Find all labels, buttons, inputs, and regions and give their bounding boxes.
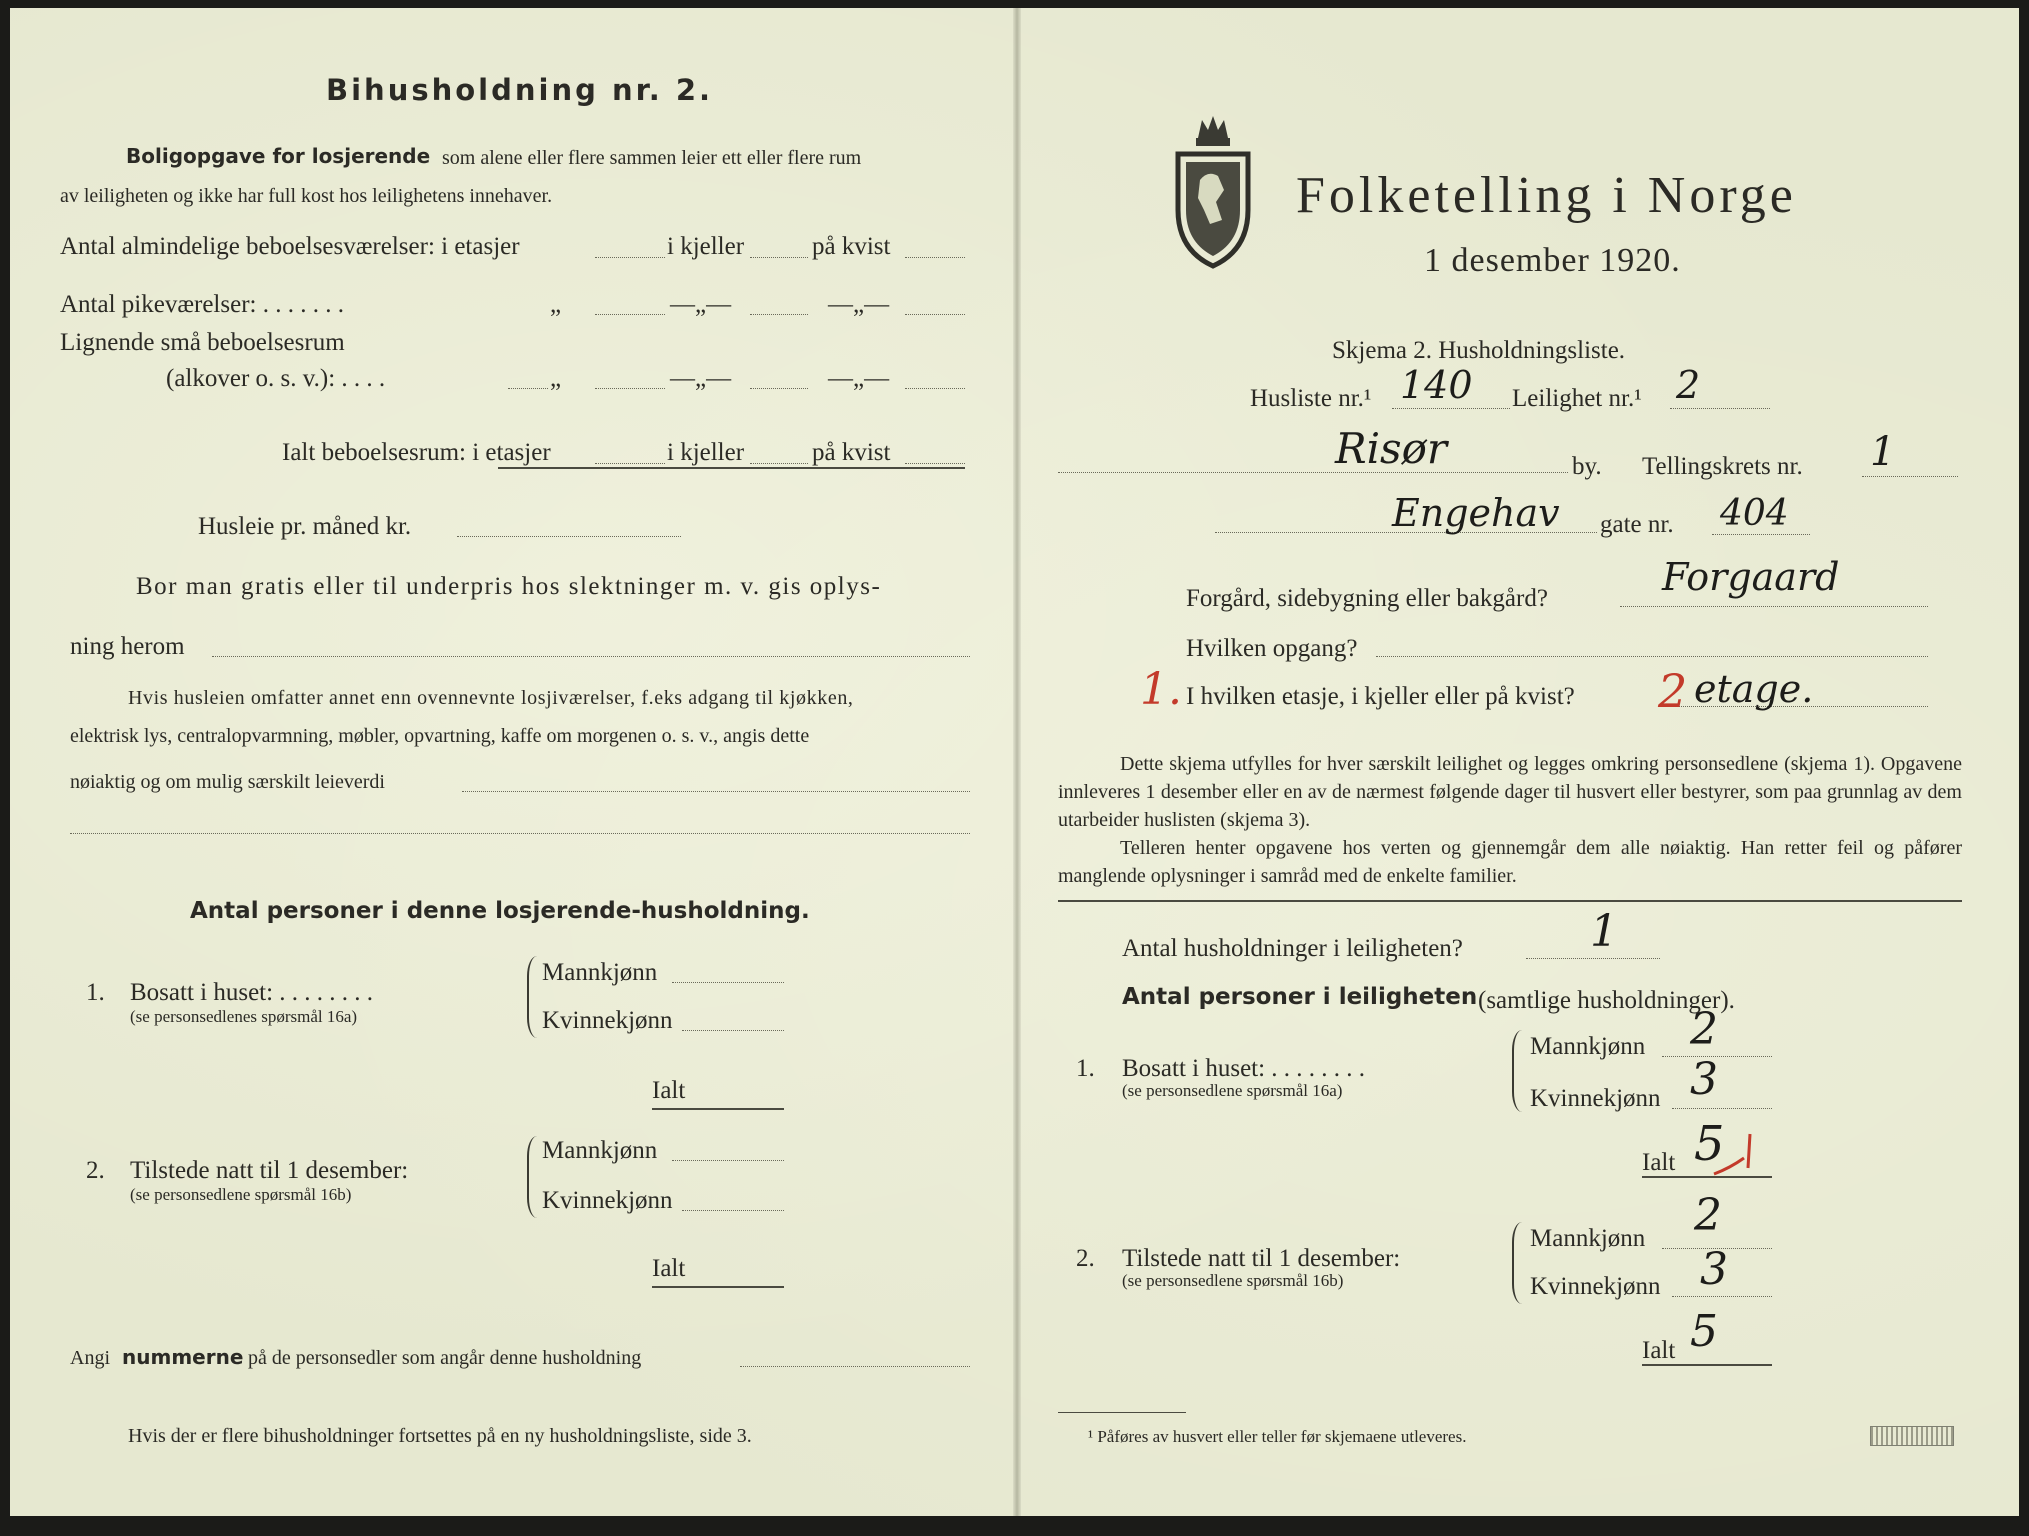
angi-bold: nummerne (122, 1345, 244, 1369)
r-q1-ialt-label: Ialt (1642, 1149, 1676, 1176)
l-q2-sub: (se personsedlene spørsmål 16b) (130, 1185, 352, 1204)
r-q1-ialt-value: 5 (1694, 1116, 1725, 1172)
printer-stamp (1870, 1426, 1954, 1446)
alkover-ditto-3: —„— (828, 365, 890, 392)
census-date: 1 desember 1920. (1424, 242, 1681, 279)
opgang-label: Hvilken opgang? (1186, 635, 1358, 662)
leilighet-field[interactable] (1670, 408, 1770, 409)
rooms-kjeller-label: i kjeller (667, 233, 745, 260)
r-q2-ialt-label: Ialt (1642, 1337, 1676, 1364)
r-q2-num: 2. (1076, 1245, 1095, 1272)
r-q1-brace (1512, 1030, 1524, 1112)
ialt-etasjer-field[interactable] (595, 463, 665, 464)
l-q1-ialt-label: Ialt (652, 1077, 686, 1104)
r-q1-mann-label: Mannkjønn (1530, 1033, 1646, 1060)
persons-heading: Antal personer i denne losjerende-husholdning. (190, 898, 810, 924)
center-fold (1013, 8, 1021, 1516)
dette-paragraph: Dette skjema utfylles for hver særskilt leilighet og legges omkring personsedlene (skjema 1). Opgavene innleveres 1 desember eller en av de nærmest følgende dager til husvert eller bestyrer, som paa grunnlag av dem utarbeider huslisten (skjema 3). (1058, 753, 1962, 831)
r-q2-brace (1512, 1222, 1524, 1304)
r-q2-kvinne-field[interactable] (1672, 1296, 1772, 1297)
husliste-field[interactable] (1392, 408, 1510, 409)
telleren-paragraph: Telleren henter opgavene hos verten og gjennemgår dem alle nøiaktig. Han retter feil og påfører manglende oplysninger i samråd med de enkelte familier. (1058, 837, 1962, 887)
r-q1-kvinne-value: 3 (1690, 1054, 1718, 1105)
alkover-kvist-field[interactable] (905, 388, 965, 389)
alkover-etasjer-field[interactable] (595, 388, 665, 389)
antal-hush-field[interactable] (1526, 958, 1660, 959)
gate-value: Engehav (1392, 491, 1560, 535)
alkover-ditto-2: —„— (670, 365, 732, 392)
pike-kjeller-field[interactable] (750, 314, 808, 315)
intro-line2: av leiligheten og ikke har full kost hos leilighetens innehaver. (60, 185, 553, 207)
l-q1-label: Bosatt i huset: . . . . . . . . (130, 979, 374, 1006)
rooms-kjeller-field[interactable] (750, 257, 808, 258)
r-q1-mann-value: 2 (1690, 1004, 1718, 1055)
opgang-field[interactable] (1376, 656, 1928, 657)
l-q1-num: 1. (86, 979, 105, 1006)
hvis-line2: elektrisk lys, centralopvarmning, møbler, opvartning, kaffe om morgenen o. s. v., angis dette (70, 725, 810, 747)
forgard-value: Forgaard (1662, 555, 1840, 599)
etasje-value-red: 2 (1658, 664, 1688, 718)
gratis-line2: ning herom (70, 633, 185, 660)
etasje-mark: 1. (1140, 664, 1182, 715)
footnote: ¹ Påføres av husvert eller teller før skjemaene utleveres. (1088, 1427, 1467, 1446)
r-q2-ialt-value: 5 (1690, 1306, 1718, 1357)
husliste-value: 140 (1400, 363, 1473, 407)
gate-nr-field[interactable] (1712, 534, 1810, 535)
r-q2-sub: (se personsedlene spørsmål 16b) (1122, 1271, 1344, 1290)
alkover-kjeller-field[interactable] (750, 388, 808, 389)
angi-pre: Angi (70, 1347, 110, 1369)
coat-of-arms-icon (1168, 110, 1258, 270)
leieverdi-field-2[interactable] (70, 833, 970, 834)
l-q1-kvinne-field[interactable] (682, 1030, 784, 1031)
skjema-label: Skjema 2. Husholdningsliste. (1332, 337, 1626, 364)
l-q2-mann-label: Mannkjønn (542, 1137, 658, 1164)
husleie-label: Husleie pr. måned kr. (198, 513, 412, 540)
l-q2-ialt-field[interactable] (652, 1286, 784, 1288)
r-q2-ialt-field[interactable] (1642, 1364, 1772, 1366)
gratis-line1: Bor man gratis eller til underpris hos slektninger m. v. gis oplys- (136, 573, 882, 600)
hvis-line1: Hvis husleien omfatter annet enn ovennevnte losjiværelser, f.eks adgang til kjøkken, (128, 687, 854, 709)
forgard-label: Forgård, sidebygning eller bakgård? (1186, 585, 1548, 612)
pike-ditto-2: —„— (670, 291, 732, 318)
pike-etasjer-field[interactable] (595, 314, 665, 315)
pike-kvist-field[interactable] (905, 314, 965, 315)
rooms-etasjer-field[interactable] (595, 257, 665, 258)
ialt-kvist-label: på kvist (812, 439, 891, 466)
left-footer: Hvis der er flere bihusholdninger fortsettes på en ny husholdningsliste, side 3. (128, 1425, 752, 1447)
gate-nr-value: 404 (1720, 493, 1789, 534)
antal-hush-value: 1 (1590, 906, 1618, 957)
right-title: Folketelling i Norge (1296, 167, 1797, 224)
left-title: Bihusholdning nr. 2. (326, 73, 714, 107)
l-q1-ialt-field[interactable] (652, 1108, 784, 1110)
l-q2-kvinne-label: Kvinnekjønn (542, 1187, 673, 1214)
antal-pers-rest: (samtlige husholdninger). (1478, 987, 1735, 1014)
ialt-kjeller-label: i kjeller (667, 439, 745, 466)
l-q2-ialt-label: Ialt (652, 1255, 686, 1282)
r-q2-mann-value: 2 (1694, 1190, 1722, 1241)
r-q1-kvinne-label: Kvinnekjønn (1530, 1085, 1661, 1112)
r-q2-kvinne-label: Kvinnekjønn (1530, 1273, 1661, 1300)
l-q2-brace (527, 1136, 539, 1218)
husleie-field[interactable] (457, 536, 681, 537)
l-q2-kvinne-field[interactable] (682, 1210, 784, 1211)
husliste-label: Husliste nr.¹ (1250, 385, 1372, 412)
census-form-sheet (10, 8, 2019, 1516)
gratis-field[interactable] (212, 656, 970, 657)
r-q1-sub: (se personsedlene spørsmål 16a) (1122, 1081, 1343, 1100)
l-q2-label: Tilstede natt til 1 desember: (130, 1157, 409, 1184)
r-q2-label: Tilstede natt til 1 desember: (1122, 1245, 1401, 1272)
red-check-mark (1710, 1128, 1770, 1178)
l-q1-mann-label: Mannkjønn (542, 959, 658, 986)
leilighet-label: Leilighet nr.¹ (1512, 385, 1642, 412)
by-label: by. (1572, 453, 1602, 480)
ialt-kvist-field[interactable] (905, 463, 965, 464)
r-q1-num: 1. (1076, 1055, 1095, 1082)
lignende-label: Lignende små beboelsesrum (60, 329, 345, 356)
l-q1-sub: (se personsedlenes spørsmål 16a) (130, 1007, 358, 1026)
tellingskrets-value: 1 (1870, 429, 1896, 475)
rooms-label: Antal almindelige beboelsesværelser: i etasjer (60, 233, 520, 260)
leilighet-value: 2 (1676, 363, 1701, 407)
antal-hush-label: Antal husholdninger i leiligheten? (1122, 935, 1463, 962)
l-q1-kvinne-label: Kvinnekjønn (542, 1007, 673, 1034)
intro-rest: som alene eller flere sammen leier ett eller flere rum (442, 147, 862, 169)
alkover-label: (alkover o. s. v.): . . . . (166, 365, 386, 392)
alkover-lead-field[interactable] (508, 388, 548, 389)
l-q1-brace (527, 956, 539, 1038)
r-q2-kvinne-value: 3 (1700, 1244, 1728, 1295)
r-q1-label: Bosatt i huset: . . . . . . . . (1122, 1055, 1366, 1082)
hvis-line3: nøiaktig og om mulig særskilt leieverdi (70, 771, 385, 793)
ialt-underline (498, 467, 965, 469)
rooms-kvist-label: på kvist (812, 233, 891, 260)
by-field[interactable] (1058, 472, 1568, 473)
gate-label: gate nr. (1600, 511, 1674, 538)
r-q2-mann-label: Mannkjønn (1530, 1225, 1646, 1252)
l-q2-mann-field[interactable] (672, 1160, 784, 1161)
antal-pers-bold: Antal personer i leiligheten (1122, 984, 1478, 1010)
pike-ditto-3: —„— (828, 291, 890, 318)
ialt-kjeller-field[interactable] (750, 463, 808, 464)
pike-label: Antal pikeværelser: . . . . . . . (60, 291, 344, 318)
forgard-field[interactable] (1620, 606, 1928, 607)
l-q1-mann-field[interactable] (672, 982, 784, 983)
angi-field[interactable] (740, 1366, 970, 1367)
leieverdi-field[interactable] (462, 791, 970, 792)
l-q2-num: 2. (86, 1157, 105, 1184)
tellingskrets-label: Tellingskrets nr. (1642, 453, 1803, 480)
etasje-value: etage. (1694, 667, 1814, 711)
ialt-rum-label: Ialt beboelsesrum: i etasjer (282, 439, 551, 466)
footnote-rule (1058, 1412, 1186, 1413)
by-value: Risør (1335, 424, 1447, 473)
rooms-kvist-field[interactable] (905, 257, 965, 258)
intro-bold: Boligopgave for losjerende (126, 144, 431, 168)
alkover-ditto-1: „ (550, 365, 562, 392)
tellingskrets-field[interactable] (1862, 476, 1958, 477)
separator-rule (1058, 900, 1962, 902)
r-q1-kvinne-field[interactable] (1672, 1108, 1772, 1109)
pike-ditto-1: „ (550, 291, 562, 318)
etasje-label: I hvilken etasje, i kjeller eller på kvist? (1186, 683, 1575, 710)
angi-rest: på de personsedler som angår denne husholdning (248, 1347, 642, 1369)
